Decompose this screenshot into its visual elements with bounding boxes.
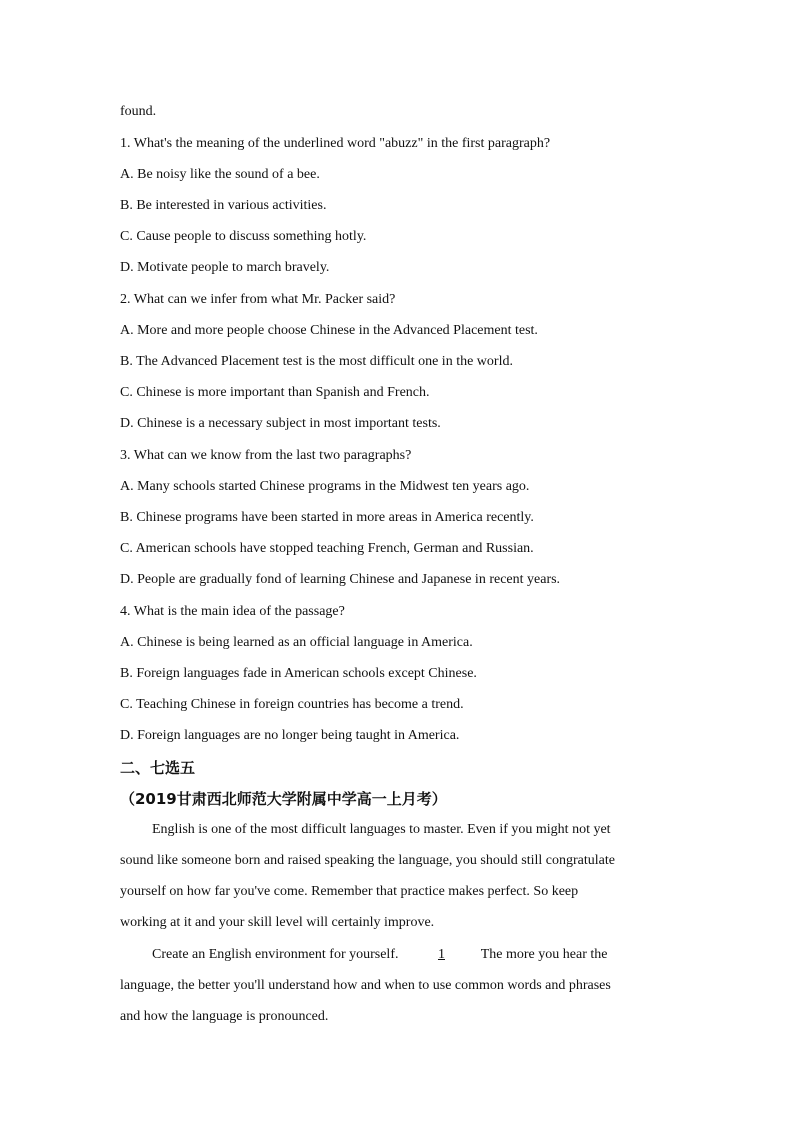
question-1-option-d: D. Motivate people to march bravely.	[120, 260, 330, 275]
question-2-option-a: A. More and more people choose Chinese in the Advanced Placement test.	[120, 323, 538, 338]
question-2-option-c: C. Chinese is more important than Spanish and French.	[120, 385, 430, 400]
question-1-option-c: C. Cause people to discuss something hotly.	[120, 229, 367, 244]
top-fragment: found.	[120, 104, 157, 119]
question-1-option-a: A. Be noisy like the sound of a bee.	[120, 167, 320, 182]
paragraph-1-line-3: yourself on how far you've come. Remember that practice makes perfect. So keep	[120, 884, 579, 899]
paragraph-2-line-2: language, the better you'll understand how and when to use common words and phrases	[120, 978, 611, 993]
section-heading: 二、七选五	[120, 759, 196, 777]
paragraph-2-line-1	[120, 945, 673, 976]
paragraph-2-line-3: and how the language is pronounced.	[120, 1009, 329, 1024]
paragraph-1-line-4: working at it and your skill level will certainly improve.	[120, 915, 435, 930]
question-2-option-b: B. The Advanced Placement test is the most difficult one in the world.	[120, 354, 513, 369]
question-3-option-c: C. American schools have stopped teaching French, German and Russian.	[120, 541, 534, 556]
paragraph-2-text-after-blank: The more you hear the	[480, 947, 608, 962]
question-1-stem: 1. What's the meaning of the underlined word "abuzz" in the first paragraph?	[120, 136, 551, 151]
question-3-stem: 3. What can we know from the last two paragraphs?	[120, 448, 412, 463]
question-4-option-c: C. Teaching Chinese in foreign countries has become a trend.	[120, 697, 464, 712]
answer-blank-1: 1	[437, 947, 445, 962]
question-2-stem: 2. What can we infer from what Mr. Packer said?	[120, 292, 396, 307]
passage-paragraph-1	[120, 820, 673, 944]
question-4-stem: 4. What is the main idea of the passage?	[120, 604, 345, 619]
paragraph-1-line-1: English is one of the most difficult languages to master. Even if you might not yet	[152, 822, 611, 837]
question-3-option-d: D. People are gradually fond of learning Chinese and Japanese in recent years.	[120, 572, 561, 587]
passage-paragraph-2	[120, 945, 673, 1038]
question-2-option-d: D. Chinese is a necessary subject in most important tests.	[120, 416, 441, 431]
question-4-option-b: B. Foreign languages fade in American schools except Chinese.	[120, 666, 477, 681]
question-3-option-a: A. Many schools started Chinese programs in the Midwest ten years ago.	[120, 479, 530, 494]
question-1-option-b: B. Be interested in various activities.	[120, 198, 327, 213]
question-4-option-d: D. Foreign languages are no longer being taught in America.	[120, 728, 460, 743]
question-4-option-a: A. Chinese is being learned as an official language in America.	[120, 635, 473, 650]
paragraph-1-line-2: sound like someone born and raised speaking the language, you should still congratulate	[120, 853, 615, 868]
paragraph-2-text-before-blank: Create an English environment for yourself.	[152, 947, 399, 962]
source-line: （2019甘肃西北师范大学附属中学高一上月考）	[120, 790, 447, 808]
question-3-option-b: B. Chinese programs have been started in more areas in America recently.	[120, 510, 534, 525]
